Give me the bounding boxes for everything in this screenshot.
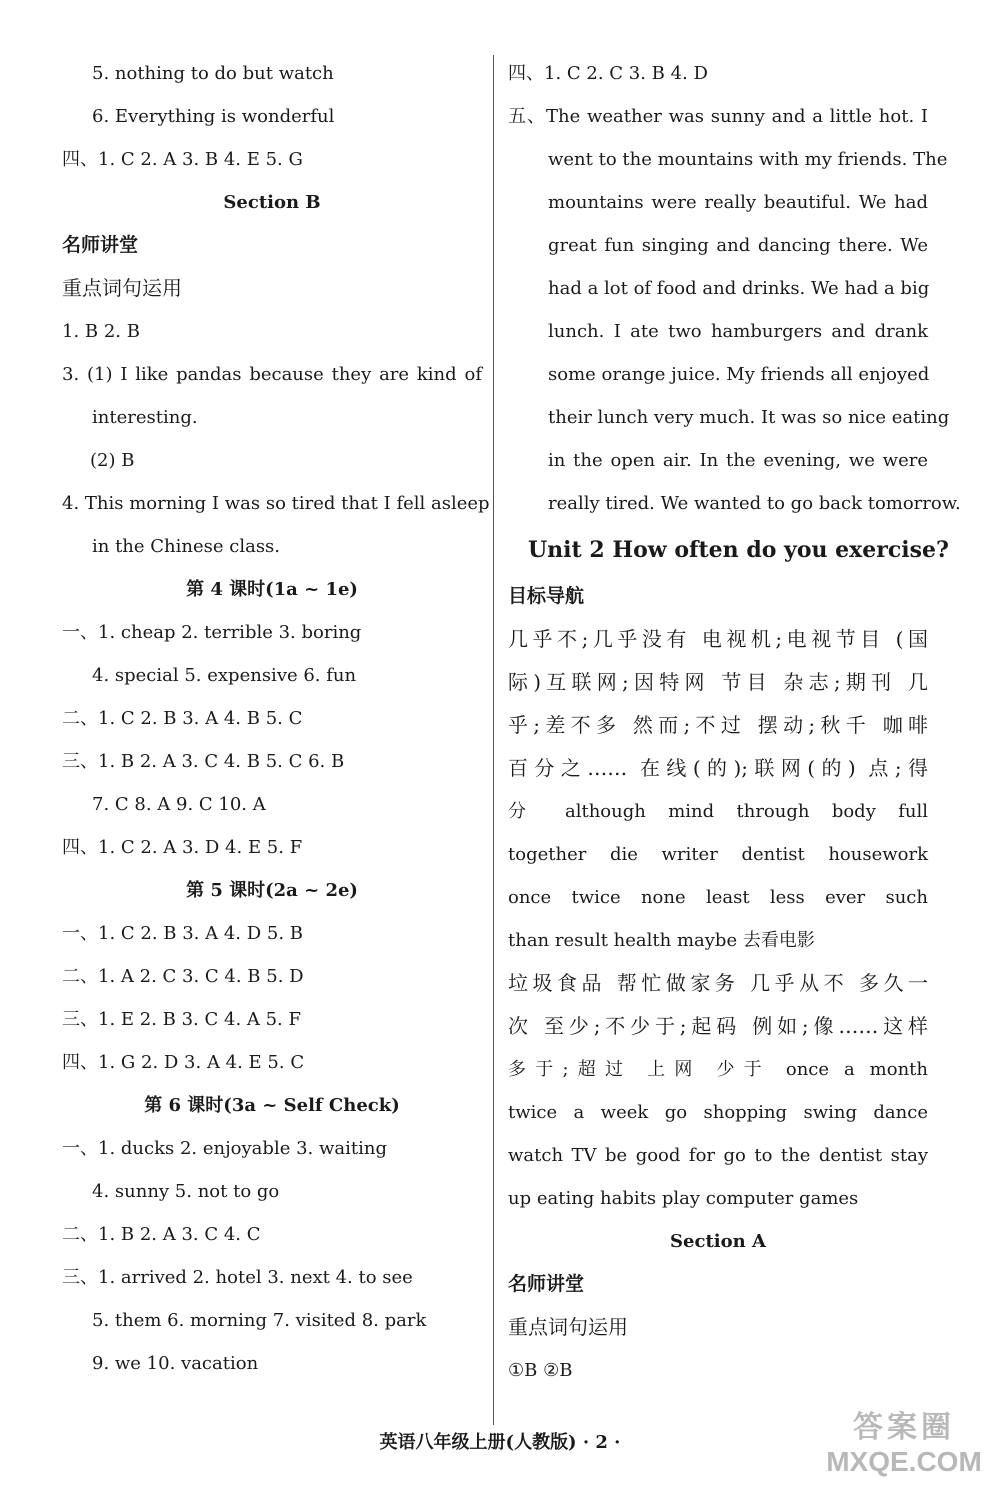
left-line: 3. (1) I like pandas because they are kind of xyxy=(62,364,482,385)
left-line: 4. This morning I was so tired that I fell asleep xyxy=(62,493,490,514)
right-line: 名师讲堂 xyxy=(508,1273,585,1295)
right-line: 乎;差不多 然而;不过 摆动;秋千 咖啡 xyxy=(508,713,928,737)
right-line: 分 although mind through body full xyxy=(508,801,928,822)
left-line: 三、1. E 2. B 3. C 4. A 5. F xyxy=(62,1009,301,1030)
watermark xyxy=(814,1402,994,1482)
left-line: 四、1. C 2. A 3. B 4. E 5. G xyxy=(62,149,303,170)
left-line: interesting. xyxy=(92,407,198,428)
left-line: in the Chinese class. xyxy=(92,536,281,557)
right-line: great fun singing and dancing there. We xyxy=(548,235,928,256)
right-line: 多于;超过 上网 少于 once a month xyxy=(508,1059,928,1080)
page-footer: 英语八年级上册(人教版) · 2 · xyxy=(379,1432,621,1453)
left-line: 重点词句运用 xyxy=(62,276,182,300)
right-line: their lunch very much. It was so nice eating xyxy=(548,407,950,428)
right-line: mountains were really beautiful. We had xyxy=(548,192,928,213)
left-line: 第 4 课时(1a ~ 1e) xyxy=(186,579,358,600)
left-line: (2) B xyxy=(90,450,135,471)
left-line: 一、1. cheap 2. terrible 3. boring xyxy=(62,622,362,643)
right-line: in the open air. In the evening, we were xyxy=(548,450,928,471)
left-line: 9. we 10. vacation xyxy=(92,1353,259,1374)
right-line: some orange juice. My friends all enjoyed xyxy=(548,364,930,385)
right-line: twice a week go shopping swing dance xyxy=(508,1102,928,1123)
watermark-logo: 答案圈 xyxy=(853,1411,955,1444)
right-line: Section A xyxy=(670,1231,766,1252)
right-line: ①B ②B xyxy=(508,1360,573,1381)
right-line: 际)互联网;因特网 节目 杂志;期刊 几 xyxy=(508,670,928,694)
right-line: Unit 2 How often do you exercise? xyxy=(528,537,949,563)
right-line: 次 至少;不少于;起码 例如;像……这样 xyxy=(508,1014,928,1038)
right-line: 目标导航 xyxy=(508,585,585,607)
right-line: once twice none least less ever such xyxy=(508,887,928,908)
right-line: together die writer dentist housework xyxy=(508,844,928,865)
right-line: 几乎不;几乎没有 电视机;电视节目 (国 xyxy=(508,627,928,651)
left-line: 二、1. B 2. A 3. C 4. C xyxy=(62,1224,261,1245)
right-line: 五、The weather was sunny and a little hot. I xyxy=(508,106,928,127)
left-line: 四、1. C 2. A 3. D 4. E 5. F xyxy=(62,837,303,858)
left-line: 第 6 课时(3a ~ Self Check) xyxy=(144,1095,400,1116)
watermark-url: MXQE.COM xyxy=(826,1446,982,1477)
right-line: 百分之…… 在线(的);联网(的) 点;得 xyxy=(508,756,928,780)
left-line: 四、1. G 2. D 3. A 4. E 5. C xyxy=(62,1052,305,1073)
right-line: 四、1. C 2. C 3. B 4. D xyxy=(508,63,708,84)
left-line: 5. them 6. morning 7. visited 8. park xyxy=(92,1310,427,1331)
left-line: 名师讲堂 xyxy=(62,234,139,256)
right-column xyxy=(508,52,961,1392)
left-line: 4. special 5. expensive 6. fun xyxy=(92,665,357,686)
left-line: 二、1. A 2. C 3. C 4. B 5. D xyxy=(62,966,304,987)
left-line: 6. Everything is wonderful xyxy=(92,106,335,127)
left-line: 二、1. C 2. B 3. A 4. B 5. C xyxy=(62,708,303,729)
left-line: 三、1. B 2. A 3. C 4. B 5. C 6. B xyxy=(62,751,345,772)
left-line: 三、1. arrived 2. hotel 3. next 4. to see xyxy=(62,1267,413,1288)
column-divider xyxy=(493,55,494,1425)
left-column xyxy=(62,52,490,1385)
left-line: 第 5 课时(2a ~ 2e) xyxy=(186,880,358,901)
left-line: 7. C 8. A 9. C 10. A xyxy=(92,794,266,815)
right-line: 垃圾食品 帮忙做家务 几乎从不 多久一 xyxy=(508,971,928,995)
right-line: watch TV be good for go to the dentist stay xyxy=(508,1145,928,1166)
right-line: had a lot of food and drinks. We had a big xyxy=(548,278,930,299)
left-line: 4. sunny 5. not to go xyxy=(92,1181,280,1202)
left-line: 一、1. ducks 2. enjoyable 3. waiting xyxy=(62,1138,387,1159)
left-line: Section B xyxy=(223,192,321,213)
left-line: 一、1. C 2. B 3. A 4. D 5. B xyxy=(62,923,304,944)
right-line: than result health maybe 去看电影 xyxy=(508,930,815,951)
left-line: 1. B 2. B xyxy=(62,321,140,342)
right-line: up eating habits play computer games xyxy=(508,1188,859,1209)
right-line: went to the mountains with my friends. The xyxy=(548,149,948,170)
right-line: 重点词句运用 xyxy=(508,1315,628,1339)
right-line: really tired. We wanted to go back tomorrow. xyxy=(548,493,961,514)
left-line: 5. nothing to do but watch xyxy=(92,63,334,84)
right-line: lunch. I ate two hamburgers and drank xyxy=(548,321,928,342)
